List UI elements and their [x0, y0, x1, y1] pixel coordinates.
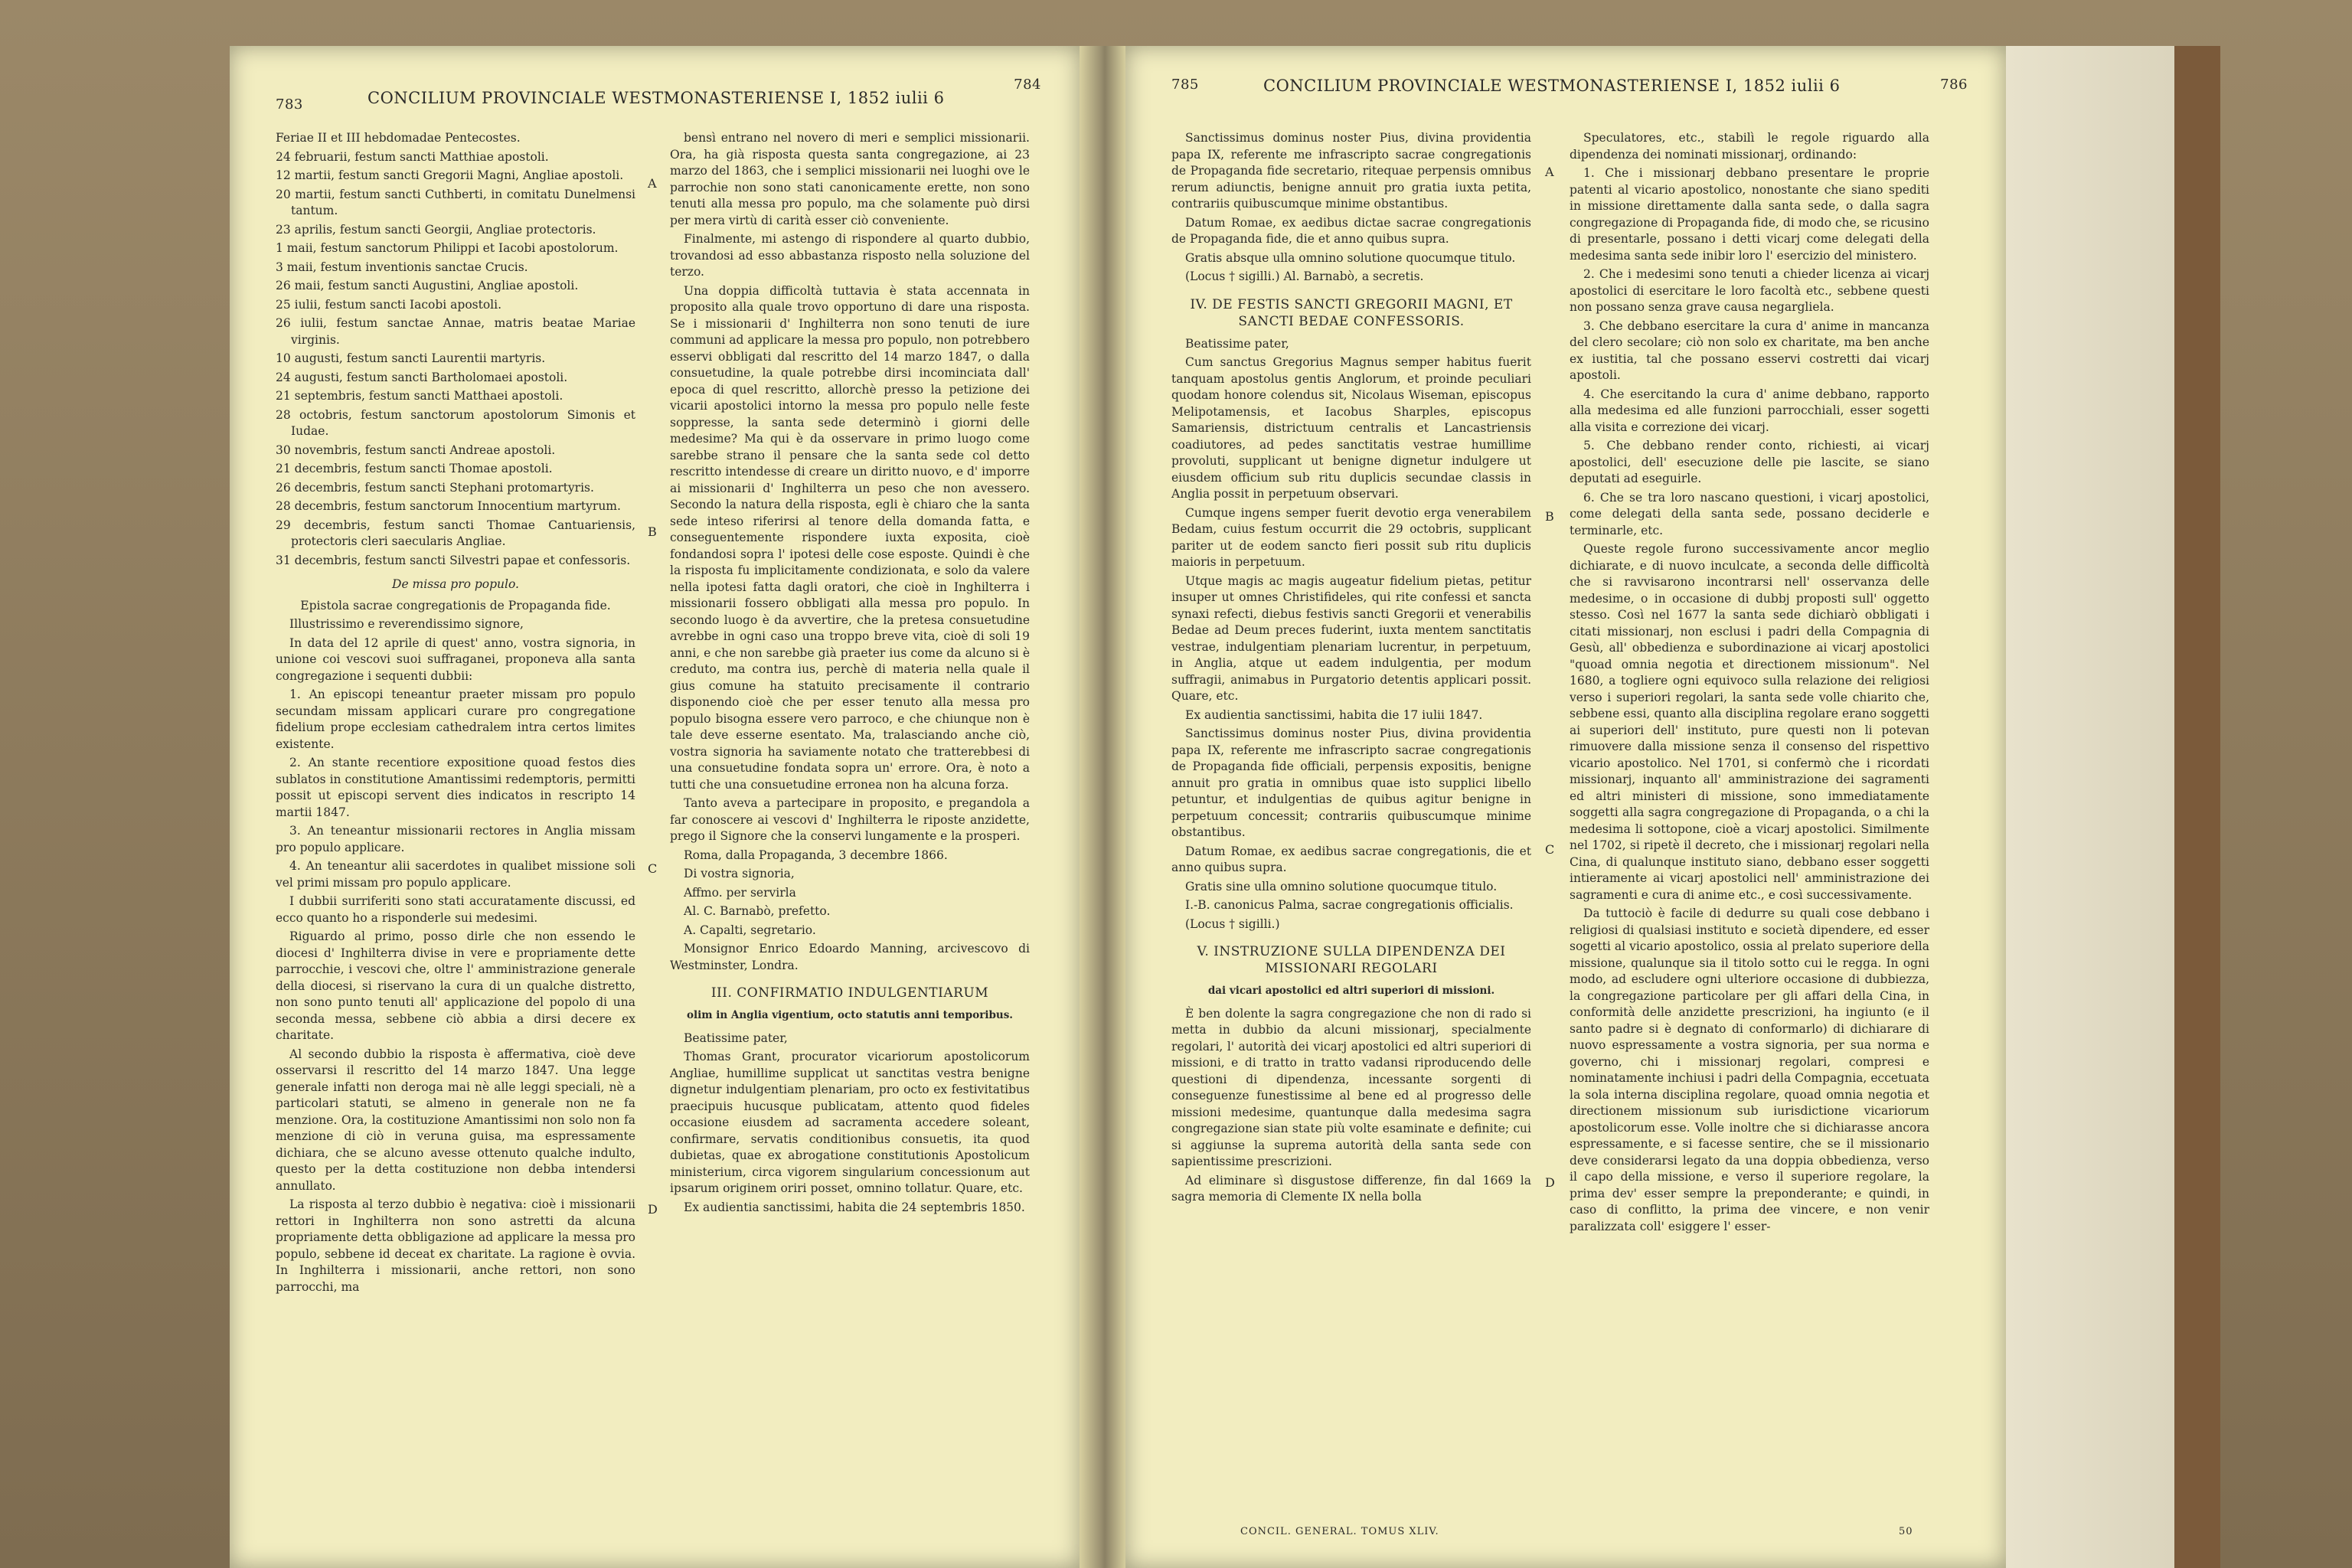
left-page-number-a: 783	[276, 96, 303, 113]
paragraph: 4. Che esercitando la cura d' anime debbano, rapporto alla medesima ed alle funzioni parrocchiali, esser sogetti alla visita e correzione dei vicarj.	[1570, 387, 1929, 434]
paragraph: 4. An teneantur alii sacerdotes in qualibet missione soli vel primi missam pro populo applicare.	[276, 859, 635, 890]
section-heading-iv: IV. DE FESTIS SANCTI GREGORII MAGNI, ET SANCTI BEDAE CONFESSORIS.	[1190, 296, 1513, 329]
paragraph: Queste regole furono successivamente ancor meglio dichiarate, e di nuovo inculcate, a seconda delle difficoltà che si ravvisarono incontrarsi nell' osservanza delle medesime, o in occasione di dubbj proposti sull' oggetto stesso. Così nel 1677 la santa sede dichiarò obbligati i citati missionarj, non esclusi i padri della Compagnia di Gesù, all' obbedienza e subordinazione ai vicarj apostolici "quoad omnia negotia et directionem missionum". Nel 1680, a togliere ogni equivoco sulla relazione dei religiosi verso i superiori regolari, la santa sede volle chiarito che, sebbene essi, quanto alla disciplina regolare erano soggetti ai superiori dell' instituto, pure questi non li potevan rimuovere dalla missione senza il consenso del rispettivo vicario apostolico. Nel 1701, si confermò che i ricordati missionarj, inquanto all' amministrazione dei sagramenti ed altri ministeri di missione, sono immediatamente soggetti alla sagra congregazione di Propaganda, o a chi la medesima li sottopone, cioè a vicarj apostolici. Similmente nel 1702, si ripetè il decreto, che i missionarj regolari nella Cina, di qualunque instituto siano, debbano esser soggetti intieramente ai vicarj apostolici nell' amministrazione dei sagramenti e cura di anime etc., e così successivamente.	[1570, 542, 1929, 902]
margin-mark-d: D	[1545, 1175, 1555, 1190]
paragraph: Datum Romae, ex aedibus sacrae congregationis, die et anno quibus supra.	[1171, 844, 1531, 874]
paragraph: bensì entrano nel novero di meri e semplici missionarii. Ora, ha già risposta questa santa congregazione, ai 23 marzo del 1863, che i semplici missionarii nei luoghi ove le parrochie non sono stati canonicamente erette, non sono tenuti alla messa pro populo, ma che solamente può dirsi per mera virtù di carità esser ciò conveniente.	[670, 131, 1030, 227]
left-page-number-b: 784	[1014, 77, 1041, 93]
petition-text	[670, 1031, 1030, 1217]
paragraph: 1. Che i missionarj debbano presentare le proprie patenti al vicario apostolico, nonostante che siano spediti in missione direttamente dalla santa sede, o dalla sagra congregazione di Propaganda fide, di modo che, se ricusino di presentarle, possano i detti vicarj come delegati della medesima santa sede inibir loro l' esercizio del ministero.	[1570, 166, 1929, 263]
paragraph: 2. Che i medesimi sono tenuti a chieder licenza ai vicarj apostolici di esercitare le loro facoltà etc., sebbene questi non possano senza grave causa negargliela.	[1570, 267, 1929, 314]
margin-mark-b: B	[648, 524, 657, 539]
paragraph: Al. C. Barnabò, prefetto.	[684, 904, 831, 918]
paragraph: 23 aprilis, festum sancti Georgii, Angliae protectoris.	[276, 222, 596, 237]
paragraph: Gratis absque ulla omnino solutione quocumque titulo.	[1185, 250, 1516, 265]
paragraph: Thomas Grant, procurator vicariorum apostolicorum Angliae, humillime supplicat ut sanctitas vestra benigne dignetur indulgentiam plenariam, pro octo ex festivitatibus praecipuis hucusque publicatam, attento quod fideles occasione eiusdem ad sacramenta accedere soleant, confirmare, servatis conditionibus consuetis, ita quod dubietas, quae ex abrogatione constitutionis Apostolicum ministerium, circa vigorem singularium concessionum aut ipsarum originem oriri posset, omnino tollatur. Quare, etc.	[670, 1050, 1030, 1195]
paragraph: Speculatores, etc., stabilì le regole riguardo alla dipendenza dei nominati missionarj, ordinando:	[1570, 131, 1929, 162]
paragraph: 10 augusti, festum sancti Laurentii martyris.	[276, 351, 546, 365]
paragraph: Ad eliminare sì disgustose differenze, fin dal 1669 la sagra memoria di Clemente IX nella bolla	[1171, 1173, 1531, 1204]
right-page	[1125, 46, 2006, 1568]
paragraph: 28 decembris, festum sanctorum Innocentium martyrum.	[276, 499, 621, 513]
paragraph: Riguardo al primo, posso dirle che non essendo le diocesi d' Inghilterra divise in vere e propriamente dette parrocchie, i vescovi che, oltre l' amministrazione generale della diocesi, si riservano la cura di un qualche distretto, non sono punto tenuti all' applicazione del popolo di una seconda messa, sebbene ciò abbia a dirsi decere ex charitate.	[276, 929, 635, 1042]
paragraph: Una doppia difficoltà tuttavia è stata accennata in proposito alla quale trovo opportuno di dare una risposta. Se i missionarii d' Inghilterra non sono tenuti de iure communi ad applicare la messa pro populo, non potrebbero esservi obbligati dal rescritto del 14 marzo 1847, o dalla consuetudine, la quale potrebbe dirsi incominciata dall' epoca di quel rescritto, allorchè presso la petizione dei vicarii apostolici intorno la messa pro populo nelle feste soppresse, la santa sede determinò i giorni delle medesime? Ma qui è da osservare in primo luogo come sarebbe strano il pensare che la santa sede col detto rescritto intendesse di creare un diritto nuovo, e d' imporre ai missionarii d' Inghilterra un peso che non avessero. Secondo la natura della risposta, egli è chiaro che la santa sede inteso riferirsi al tenore della domanda fatta, e conseguentemente rispondere iuxta exposita, cioè fondandosi sopra l' ipotesi delle cose esposte. Quindi è che la risposta fu implicitamente condizionata, e solo da valere nella ipotesi fatta dagli oratori, che cioè in Inghilterra i missionarii fossero obbligati alla messa pro populo. In secondo luogo è da avvertire, che la pretesa consuetudine avrebbe in ogni caso una troppo breve vita, cioè di soli 19 anni, e che non sarebbe già praeter ius come da alcuno si è creduto, ma contra ius, perchè di materia nella quale il gius comune ha statuito precisamente il contrario disponendo cioè che per esser tenuto alla messa pro populo bisogna essere vero parroco, e che chiunque non è tale deve esserne esentato. Ma, tralasciando anche ciò, vostra signoria ha saviamente notato che tratterebbesi di una consuetudine fondata sopra un' errore. Ora, è noto a tutti che una consuetudine erronea non ha alcuna forza.	[670, 283, 1030, 792]
section-heading-v: V. INSTRUZIONE SULLA DIPENDENZA DEI MISSIONARI REGOLARI	[1197, 944, 1506, 976]
paragraph: A. Capalti, segretario.	[684, 923, 816, 937]
paragraph: 24 februarii, festum sancti Matthiae apostoli.	[276, 149, 549, 164]
paragraph: In data del 12 aprile di quest' anno, vostra signoria, in unione coi vescovi suoi suffraganei, proponeva alla santa congregazione i sequenti dubbii:	[276, 635, 635, 683]
paragraph: 24 augusti, festum sancti Bartholomaei apostoli.	[276, 370, 568, 384]
left-page	[230, 46, 1081, 1568]
paragraph: I dubbii surriferiti sono stati accuratamente discussi, ed ecco quanto ho a risponderle sui medesimi.	[276, 894, 635, 925]
book-gutter	[1080, 46, 1125, 1568]
footer-number: 50	[1899, 1526, 1913, 1537]
paragraph: 2. An stante recentiore expositione quoad festos dies sublatos in constitutione Amantissimi redemptoris, permitti possit ut episcopi servent dies indicatos in rescripto 14 martii 1847.	[276, 756, 635, 819]
paragraph: 3. An teneantur missionarii rectores in Anglia missam pro populo applicare.	[276, 824, 635, 854]
paragraph: Al secondo dubbio la risposta è affermativa, cioè deve osservarsi il rescritto del 14 marzo 1847. Una legge generale infatti non deroga mai nè alle leggi speciali, nè a particolari statuti, se almeno in generale non ne fa menzione. Ora, la costituzione Amantissimi non solo non fa menzione di ciò in veruna guisa, ma espressamente dichiara, che se alcuno avesse ottenuto qualche indulto, questo per la detta costituzione non debba intendersi annullato.	[276, 1047, 635, 1193]
open-book	[230, 46, 2220, 1568]
margin-mark-b: B	[1545, 509, 1554, 524]
rules-text	[1570, 130, 1929, 1235]
paragraph: Ex audientia sanctissimi, habita die 17 iulii 1847.	[1185, 707, 1483, 722]
paragraph: Ex audientia sanctissimi, habita die 24 septembris 1850.	[684, 1200, 1025, 1214]
paragraph: Monsignor Enrico Edoardo Manning, arcivescovo di Westminster, Londra.	[670, 942, 1030, 972]
paragraph: 20 martii, festum sancti Cuthberti, in comitatu Dunelmensi tantum.	[276, 187, 635, 217]
paragraph: 26 iulii, festum sanctae Annae, matris beatae Mariae virginis.	[276, 316, 635, 347]
paragraph: Datum Romae, ex aedibus dictae sacrae congregationis de Propaganda fide, die et anno quibus supra.	[1171, 215, 1531, 246]
paragraph: 5. Che debbano render conto, richiesti, ai vicarj apostolici, dell' esecuzione delle pie lascite, se siano deputati ad eseguirle.	[1570, 439, 1929, 485]
paragraph: È ben dolente la sagra congregazione che non di rado si metta in dubbio da alcuni missionarj, specialmente regolari, l' autorità dei vicarj apostolici ed altri superiori di missioni, e di tratto in tratto vadansi riproducendo delle questioni di dipendenza, incessante sorgenti di conseguenze funestissime al bene ed al progresso delle missioni medesime, quantunque dalla medesima sagra congregazione sian state più volte esaminate e definite; cui si aggiunse la suprema autorità della santa sede con sapientissime prescrizioni.	[1171, 1006, 1531, 1168]
paragraph: Sanctissimus dominus noster Pius, divina providentia papa IX, referente me infrascripto sacrae congregationis de Propaganda fide secretario, ritequae perpensis omnibus rerum adiunctis, benigne annuit pro gratia iuxta petita, contrariis quibuscumque minime obstantibus.	[1171, 131, 1531, 211]
rescript-text	[1171, 130, 1531, 286]
right-page-title: CONCILIUM PROVINCIALE WESTMONASTERIENSE I, 1852 iulii 6	[1263, 77, 1841, 95]
paragraph: Feriae II et III hebdomadae Pentecostes.	[276, 131, 521, 145]
margin-mark-d: D	[648, 1202, 658, 1217]
section-subheading-iii: olim in Anglia vigentium, octo statutis anni temporibus.	[686, 1009, 1014, 1021]
right-running-head	[1171, 77, 1968, 122]
margin-mark-a: A	[648, 176, 657, 191]
paragraph: Tanto aveva a partecipare in proposito, e pregandola a far conoscere ai vescovi d' Inghilterra le riposte anzidette, prego il Signore che la conservi lungamente e la prosperi.	[670, 796, 1030, 843]
paragraph: 29 decembris, festum sancti Thomae Cantuariensis, protectoris cleri saecularis Angliae.	[276, 518, 635, 548]
paragraph: Di vostra signoria,	[684, 867, 795, 880]
section-heading-iii: III. CONFIRMATIO INDULGENTIARUM	[710, 985, 989, 1001]
paragraph: 6. Che se tra loro nascano questioni, i vicarj apostolici, come delegati della santa sede, possano deciderle e terminarle, etc.	[1570, 490, 1929, 537]
paragraph: Sanctissimus dominus noster Pius, divina providentia papa IX, referente me infrascripto sacrae congregationis de Propaganda fide officiali, perpensis expositis, benigne annuit pro gratia in omnibus quae isto supplici libello petuntur, et indulgentias de quibus agitur benigne in perpetuum concessit; contrariis quibuscumque minime obstantibus.	[1171, 727, 1531, 839]
paragraph: Illustrissimo e reverendissimo signore,	[289, 617, 524, 631]
paragraph: 12 martii, festum sancti Gregorii Magni, Angliae apostoli.	[276, 168, 624, 182]
paragraph: Affmo. per servirla	[684, 885, 796, 900]
paragraph: Gratis sine ulla omnino solutione quocumque titulo.	[1185, 879, 1498, 893]
paragraph: Roma, dalla Propaganda, 3 decembre 1866.	[684, 848, 948, 862]
section-subheading-v: dai vicari apostolici ed altri superiori di missioni.	[1207, 985, 1495, 997]
letter-body	[276, 616, 635, 1295]
margin-mark-c: C	[648, 861, 658, 876]
paragraph: 21 septembris, festum sancti Matthaei apostoli.	[276, 389, 564, 403]
instruction-text	[1171, 1006, 1531, 1206]
section-heading: De missa pro populo.	[392, 577, 519, 591]
paragraph: (Locus † sigilli.)	[1185, 916, 1280, 931]
paragraph: I.-B. canonicus Palma, sacrae congregationis officialis.	[1185, 898, 1514, 912]
paragraph: 21 decembris, festum sancti Thomae apostoli.	[276, 462, 553, 475]
paragraph: 3 maii, festum inventionis sanctae Crucis.	[276, 260, 528, 274]
paragraph: Da tuttociò è facile di dedurre su quali cose debbano i religiosi di qualsiasi instituto e società dipendere, ed esser sogetti al vicario apostolico, ossia al prelato superiore della missione, qualunque sia il titolo sotto cui le regga. In ogni modo, ad escludere ogni ulteriore occasione di dubbiezza, la congregazione particolare per gli affari della Cina, in conformità delle anzidette prescrizioni, ha ingiunto (e il santo padre si è degnato di conformarlo) di dichiarare di nuovo espressamente a vostra signoria, per sua norma e governo, chi i missionarj regolari, compresi e nominatamente inchiusi i padri della Compagnia, eccetuata la sola interna disciplina regolare, quoad omnia negotia et directionem missionum sub iurisdictione vicariorum apostolicorum esse. Volle inoltre che si dichiarasse ancora espressamente, e si facesse sentire, che se il missionario deve considerarsi legato da una doppia obbedienza, verso il capo della missione, e verso il superiore regolare, la prima dev' esser sempre la preponderante; e quindi, in caso di conflitto, la prima dee vincere, e non venir paralizzata coll' esiggere l' esser-	[1570, 906, 1929, 1233]
right-page-number-b: 786	[1940, 77, 1968, 93]
paragraph: Cumque ingens semper fuerit devotio erga venerabilem Bedam, cuius festum occurrit die 29 octobris, supplicant pariter ut de eodem sancto fieri possit sub ritu duplicis maioris in perpetuum.	[1171, 505, 1531, 569]
paragraph: (Locus † sigilli.) Al. Barnabò, a secretis.	[1185, 270, 1424, 283]
paragraph: Utque magis ac magis augeatur fidelium pietas, petitur insuper ut omnes Christifideles, qui rite confessi et sancta synaxi refecti, diebus festivis sancti Gregorii et venerabilis Bedae ad Deum preces fuderint, iuxta mentem sanctitatis vestrae, indulgentiam plenariam lucrentur, in perpetuum, in Anglia, atque ut eadem indulgentia, per modum suffragii, animabus in Purgatorio detentis applicari possit. Quare, etc.	[1171, 573, 1531, 703]
paragraph: Cum sanctus Gregorius Magnus semper habitus fuerit tanquam apostolus gentis Anglorum, et proinde peculiari quodam honore colendus sit, Nicolaus Wiseman, episcopus Melipotamensis, et Iacobus Sharples, episcopus Samariensis, districtuum centralis et Lancastriensis coadiutores, ad pedes sanctitatis vestrae humillime provoluti, supplicant ut benigne dignetur indulgere ut eiusdem officium sub ritu duplicis secundae classis in Anglia possit in perpetuum observari.	[1171, 355, 1531, 501]
paragraph: 1. An episcopi teneantur praeter missam pro populo secundam missam applicari curare pro congregatione fidelium prope ecclesiam cathedralem intra certos limites existente.	[276, 688, 635, 751]
left-page-column-1	[276, 130, 635, 1298]
left-running-head	[276, 77, 1041, 122]
paragraph: 1 maii, festum sanctorum Philippi et Iacobi apostolorum.	[276, 241, 619, 255]
left-page-title: CONCILIUM PROVINCIALE WESTMONASTERIENSE I, 1852 iulii 6	[368, 89, 945, 107]
left-page-column-2	[670, 130, 1030, 1218]
right-page-column-1	[1171, 130, 1531, 1208]
margin-mark-a: A	[1545, 165, 1554, 179]
letter-continuation	[670, 130, 1030, 974]
section-subheading: Epistola sacrae congregationis de Propaganda fide.	[300, 598, 611, 612]
paragraph: 25 iulii, festum sancti Iacobi apostoli.	[276, 297, 502, 312]
paragraph: 26 maii, festum sancti Augustini, Angliae apostoli.	[276, 279, 579, 292]
right-page-column-2	[1570, 130, 1929, 1237]
book-cover-edge	[2174, 46, 2220, 1568]
paragraph: Beatissime pater,	[1185, 336, 1289, 351]
footer-signature: CONCIL. GENERAL. TOMUS XLIV.	[1240, 1526, 1439, 1537]
right-page-number-a: 785	[1171, 77, 1199, 93]
paragraph: 3. Che debbano esercitare la cura d' anime in mancanza del clero secolare; ciò non solo ex charitate, ma ben anche ex iustitia, tal che possano esservi costretti dai vicarj apostoli.	[1570, 318, 1929, 382]
paragraph: 28 octobris, festum sanctorum apostolorum Simonis et Iudae.	[276, 407, 635, 438]
paragraph: La risposta al terzo dubbio è negativa: cioè i missionarii rettori in Inghilterra non sono astretti da alcuna propriamente detta obbligazione ad applicare la messa pro populo, sebbene id deceat ex charitate. La ragione è ovvia. In Inghilterra i missionarii, anche rettori, non sono parrocchi, ma	[276, 1197, 635, 1294]
paragraph: 30 novembris, festum sancti Andreae apostoli.	[276, 443, 556, 457]
paragraph: Finalmente, mi astengo di rispondere al quarto dubbio, trovandosi ad esso abbastanza risposto nella soluzione del terzo.	[670, 232, 1030, 279]
feast-list	[276, 130, 635, 569]
margin-mark-c: C	[1545, 842, 1555, 857]
paragraph: Beatissime pater,	[684, 1031, 788, 1045]
paragraph: 31 decembris, festum sancti Silvestri papae et confessoris.	[276, 553, 631, 567]
petition-iv-text	[1171, 336, 1531, 933]
paragraph: 26 decembris, festum sancti Stephani protomartyris.	[276, 480, 594, 495]
